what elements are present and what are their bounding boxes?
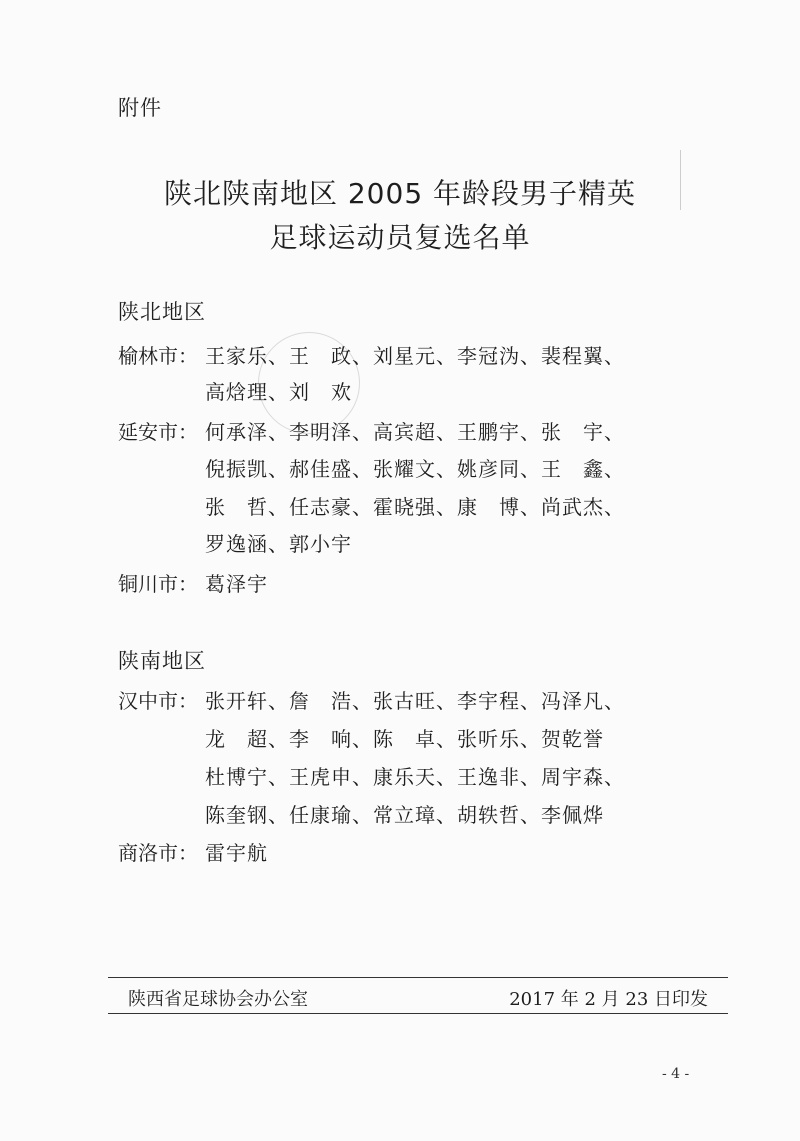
name-line: 高焓理、刘 欢 [205,380,352,404]
city-label-yanan: 延安市： [118,420,198,444]
footer-bottom-rule [108,1013,728,1014]
name-line: 何承泽、李明泽、高宾超、王鹏宇、张 宇、 [205,420,625,444]
footer-issuer: 陕西省足球协会办公室 [128,989,308,1010]
name-line: 倪振凯、郝佳盛、张耀文、姚彦同、王 鑫、 [205,457,625,481]
name-line: 龙 超、李 响、陈 卓、张听乐、贺乾誉 [205,727,604,751]
name-line: 葛泽宇 [205,572,268,596]
footer-top-rule [108,977,728,978]
page-number: - 4 - [662,1066,690,1082]
region-heading-north: 陕北地区 [118,300,206,324]
region-heading-south: 陕南地区 [118,649,206,673]
footer-issue-date: 2017 年 2 月 23 日印发 [509,989,708,1010]
name-line: 杜博宁、王虎申、康乐天、王逸非、周宇森、 [205,765,625,789]
city-label-tongchuan: 铜川市： [118,572,198,596]
name-line: 雷宇航 [205,841,268,865]
city-label-hanzhong: 汉中市： [118,689,198,713]
name-line: 陈奎钢、任康瑜、常立璋、胡轶哲、李佩烨 [205,803,604,827]
city-label-yulin: 榆林市： [118,344,198,368]
attachment-label: 附件 [118,96,162,120]
name-line: 张 哲、任志豪、霍晓强、康 博、尚武杰、 [205,495,625,519]
name-line: 张开轩、詹 浩、张古旺、李宇程、冯泽凡、 [205,689,625,713]
name-line: 王家乐、王 政、刘星元、李冠沩、裴程翼、 [205,344,625,368]
city-label-shangluo: 商洛市： [118,841,198,865]
document-title-line-1: 陕北陕南地区 2005 年龄段男子精英 [163,177,637,210]
name-line: 罗逸涵、郭小宇 [205,532,352,556]
document-title-line-2: 足球运动员复选名单 [269,221,531,254]
